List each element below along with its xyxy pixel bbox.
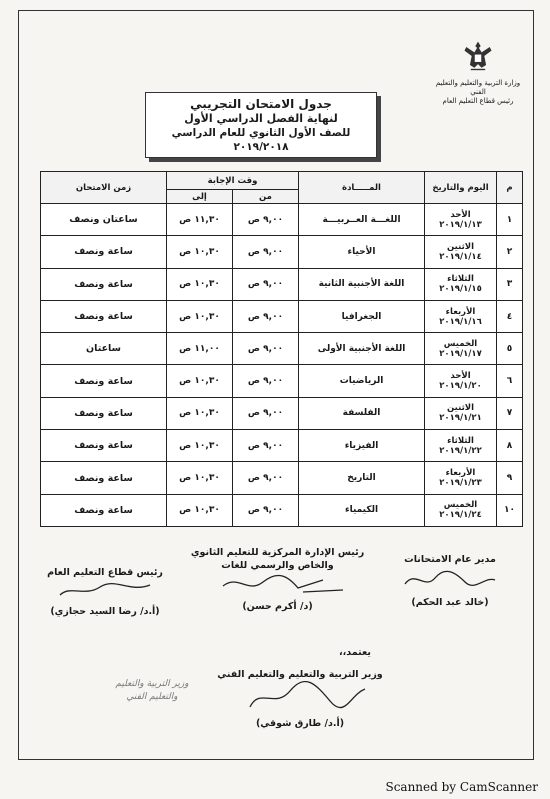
row-duration-text: ساعتان bbox=[86, 343, 121, 355]
row-subject bbox=[299, 333, 425, 365]
row-subject bbox=[299, 365, 425, 397]
row-to-text: ١٠,٣٠ ص bbox=[179, 376, 220, 387]
row-day: الاثنين bbox=[446, 241, 475, 252]
row-to-text: ١٠,٣٠ ص bbox=[179, 311, 220, 322]
signature-scribble-icon bbox=[40, 579, 170, 601]
central-admin-title-2: والخاص والرسمي للغات bbox=[221, 560, 334, 571]
table-row bbox=[41, 333, 523, 365]
row-subject-text: الفيزياء bbox=[344, 440, 379, 451]
row-day: الأحد bbox=[450, 209, 471, 220]
row-subject-text: التاريخ bbox=[347, 473, 376, 484]
header-date: اليوم والتاريخ bbox=[425, 172, 497, 204]
row-subject bbox=[299, 300, 425, 332]
general-ed-title: رئيس قطاع التعليم العام bbox=[47, 567, 163, 578]
row-from-text: ٩,٠٠ ص bbox=[247, 214, 284, 225]
row-to-text: ١١,٠٠ ص bbox=[179, 343, 220, 354]
table-row bbox=[41, 397, 523, 429]
row-to-text: ١٠,٣٠ ص bbox=[179, 505, 220, 516]
row-duration-text: ساعة ونصف bbox=[74, 278, 133, 290]
row-to bbox=[167, 333, 233, 365]
row-day-date bbox=[425, 300, 497, 332]
general-ed-signature bbox=[30, 566, 180, 618]
row-to-text: ١٠,٣٠ ص bbox=[179, 279, 220, 290]
row-date: ٢٠١٩/١/١٧ bbox=[439, 348, 482, 359]
row-date: ٢٠١٩/١/٢٣ bbox=[439, 478, 482, 489]
title-line-1: جدول الامتحان التجريبي bbox=[190, 97, 332, 111]
table-row bbox=[41, 268, 523, 300]
ministry-stamp bbox=[92, 678, 212, 704]
signature-scribble-icon bbox=[220, 681, 380, 713]
row-number-text: ٣ bbox=[506, 279, 513, 290]
central-admin-signature bbox=[190, 546, 365, 613]
title-line-2: لنهاية الفصل الدراسي الأول bbox=[184, 112, 338, 125]
table-row bbox=[41, 236, 523, 268]
row-from-text: ٩,٠٠ ص bbox=[247, 473, 284, 484]
exams-manager-signature bbox=[390, 553, 510, 609]
row-duration-text: ساعة ونصف bbox=[74, 472, 133, 484]
row-day: الخميس bbox=[443, 500, 478, 511]
row-duration bbox=[41, 300, 167, 332]
approved-label: يعتمد،، bbox=[339, 647, 371, 658]
row-to bbox=[167, 268, 233, 300]
row-to bbox=[167, 204, 233, 236]
row-date: ٢٠١٩/١/٢١ bbox=[439, 413, 482, 424]
row-number bbox=[497, 204, 523, 236]
row-number bbox=[497, 430, 523, 462]
row-date: ٢٠١٩/١/٢٠ bbox=[439, 381, 482, 392]
row-number bbox=[497, 268, 523, 300]
row-subject-text: اللغة الأجنبية الأولى bbox=[317, 343, 406, 354]
row-day-date bbox=[425, 365, 497, 397]
row-date: ٢٠١٩/١/١٤ bbox=[439, 251, 482, 262]
row-day: الأحد bbox=[450, 371, 471, 382]
row-number bbox=[497, 397, 523, 429]
row-subject bbox=[299, 236, 425, 268]
row-subject bbox=[299, 397, 425, 429]
row-from-text: ٩,٠٠ ص bbox=[247, 311, 284, 322]
row-duration bbox=[41, 268, 167, 300]
row-number bbox=[497, 236, 523, 268]
row-from bbox=[233, 268, 299, 300]
eagle-emblem-icon bbox=[460, 38, 496, 74]
minister-signature bbox=[200, 668, 400, 730]
ministry-header bbox=[430, 38, 526, 106]
row-subject-text: اللغة الأجنبية الثانية bbox=[318, 279, 405, 290]
header-num: م bbox=[497, 172, 523, 204]
row-number bbox=[497, 462, 523, 494]
central-admin-name: (د/ أكرم حسن) bbox=[242, 601, 313, 612]
row-subject-text: الجغرافيا bbox=[341, 311, 382, 322]
row-date: ٢٠١٩/١/٢٤ bbox=[439, 510, 482, 521]
row-to-text: ١٠,٣٠ ص bbox=[179, 246, 220, 257]
row-day-date bbox=[425, 397, 497, 429]
row-number-text: ١٠ bbox=[504, 505, 515, 516]
row-from bbox=[233, 462, 299, 494]
minister-title: وزير التربية والتعليم والتعليم الفني bbox=[217, 669, 383, 680]
row-number-text: ٥ bbox=[506, 343, 513, 354]
row-date: ٢٠١٩/١/١٣ bbox=[439, 219, 482, 230]
row-day: الخميس bbox=[443, 338, 478, 349]
row-subject bbox=[299, 204, 425, 236]
ministry-line-2: رئيس قطاع التعليم العام bbox=[442, 97, 514, 105]
row-from bbox=[233, 365, 299, 397]
row-day: الثلاثاء bbox=[447, 274, 474, 285]
row-from-text: ٩,٠٠ ص bbox=[247, 408, 284, 419]
row-subject bbox=[299, 494, 425, 526]
row-subject-text: الفلسفة bbox=[342, 408, 381, 419]
row-duration-text: ساعة ونصف bbox=[74, 440, 133, 452]
row-duration bbox=[41, 365, 167, 397]
row-date: ٢٠١٩/١/١٦ bbox=[439, 316, 482, 327]
row-from bbox=[233, 397, 299, 429]
table-row bbox=[41, 300, 523, 332]
row-day-date bbox=[425, 333, 497, 365]
row-from-text: ٩,٠٠ ص bbox=[247, 279, 284, 290]
row-from bbox=[233, 430, 299, 462]
row-to bbox=[167, 494, 233, 526]
row-to bbox=[167, 397, 233, 429]
row-to bbox=[167, 236, 233, 268]
ministry-line-1: وزارة التربية والتعليم والتعليم الفني bbox=[435, 79, 521, 96]
row-duration bbox=[41, 236, 167, 268]
row-day: الاثنين bbox=[446, 403, 475, 414]
row-subject bbox=[299, 430, 425, 462]
row-number-text: ٧ bbox=[506, 408, 513, 419]
row-duration-text: ساعتان ونصف bbox=[69, 214, 138, 226]
stamp-line-2: والتعليم الفني bbox=[126, 692, 178, 702]
table-row bbox=[41, 204, 523, 236]
row-to bbox=[167, 430, 233, 462]
row-number-text: ٦ bbox=[506, 376, 513, 387]
row-to bbox=[167, 462, 233, 494]
row-from-text: ٩,٠٠ ص bbox=[247, 376, 284, 387]
row-number bbox=[497, 333, 523, 365]
row-from-text: ٩,٠٠ ص bbox=[247, 246, 284, 257]
exams-manager-title: مدير عام الامتحانات bbox=[404, 554, 496, 565]
row-duration-text: ساعة ونصف bbox=[74, 407, 133, 419]
row-to-text: ١٠,٣٠ ص bbox=[179, 440, 220, 451]
row-number-text: ٢ bbox=[506, 246, 513, 257]
row-from bbox=[233, 494, 299, 526]
row-duration bbox=[41, 204, 167, 236]
row-from bbox=[233, 204, 299, 236]
row-subject-text: الأحياء bbox=[347, 246, 376, 257]
row-duration bbox=[41, 397, 167, 429]
row-duration-text: ساعة ونصف bbox=[74, 375, 133, 387]
row-day-date bbox=[425, 236, 497, 268]
stamp-line-1: وزير التربية والتعليم bbox=[115, 679, 189, 689]
row-from bbox=[233, 236, 299, 268]
row-subject-text: الرياضيات bbox=[339, 376, 384, 387]
header-answer-time: وقت الإجابة bbox=[167, 172, 299, 190]
general-ed-name: (أ.د/ رضا السيد حجازي) bbox=[50, 606, 160, 617]
table-row bbox=[41, 494, 523, 526]
row-to-text: ١١,٣٠ ص bbox=[179, 214, 220, 225]
row-from-text: ٩,٠٠ ص bbox=[247, 505, 284, 516]
row-subject bbox=[299, 462, 425, 494]
row-number bbox=[497, 494, 523, 526]
signature-scribble-icon bbox=[203, 572, 353, 596]
row-subject-text: الكيمياء bbox=[344, 505, 379, 516]
signature-scribble-icon bbox=[395, 566, 505, 592]
row-day-date bbox=[425, 268, 497, 300]
row-number bbox=[497, 365, 523, 397]
exam-schedule-table bbox=[40, 171, 523, 527]
row-day-date bbox=[425, 462, 497, 494]
row-date: ٢٠١٩/١/٢٢ bbox=[439, 445, 482, 456]
row-day-date bbox=[425, 204, 497, 236]
row-from bbox=[233, 300, 299, 332]
row-duration bbox=[41, 333, 167, 365]
table-row bbox=[41, 365, 523, 397]
header-from: من bbox=[233, 190, 299, 204]
title-box bbox=[145, 92, 377, 158]
row-day: الثلاثاء bbox=[447, 435, 474, 446]
row-duration-text: ساعة ونصف bbox=[74, 246, 133, 258]
table-row bbox=[41, 430, 523, 462]
row-duration-text: ساعة ونصف bbox=[74, 504, 133, 516]
row-duration bbox=[41, 462, 167, 494]
row-number-text: ٩ bbox=[506, 473, 513, 484]
row-number-text: ١ bbox=[506, 214, 513, 225]
row-duration bbox=[41, 430, 167, 462]
row-subject bbox=[299, 268, 425, 300]
row-day: الأربعاء bbox=[445, 306, 476, 317]
row-day: الأربعاء bbox=[445, 468, 476, 479]
row-number-text: ٨ bbox=[506, 440, 513, 451]
row-from-text: ٩,٠٠ ص bbox=[247, 343, 284, 354]
row-to bbox=[167, 365, 233, 397]
row-from-text: ٩,٠٠ ص bbox=[247, 440, 284, 451]
row-from bbox=[233, 333, 299, 365]
header-duration: زمن الامتحان bbox=[41, 172, 167, 204]
row-day-date bbox=[425, 494, 497, 526]
row-duration-text: ساعة ونصف bbox=[74, 311, 133, 323]
exams-manager-name: (خالد عبد الحكم) bbox=[411, 597, 489, 608]
scanner-watermark: Scanned by CamScanner bbox=[385, 780, 538, 794]
minister-name: (أ.د/ طارق شوقي) bbox=[255, 718, 345, 729]
row-date: ٢٠١٩/١/١٥ bbox=[439, 284, 482, 295]
row-subject-text: اللغـــة العــربيـــة bbox=[322, 214, 401, 225]
row-to-text: ١٠,٣٠ ص bbox=[179, 473, 220, 484]
central-admin-title-1: رئيس الإدارة المركزية للتعليم الثانوي bbox=[190, 547, 365, 558]
row-number bbox=[497, 300, 523, 332]
header-subject: المـــــادة bbox=[299, 172, 425, 204]
row-duration bbox=[41, 494, 167, 526]
row-day-date bbox=[425, 430, 497, 462]
row-number-text: ٤ bbox=[506, 311, 513, 322]
title-line-3: للصف الأول الثانوي للعام الدراسي ٢٠١٩/٢٠١٨ bbox=[171, 127, 351, 153]
header-to: إلى bbox=[167, 190, 233, 204]
row-to bbox=[167, 300, 233, 332]
table-row bbox=[41, 462, 523, 494]
row-to-text: ١٠,٣٠ ص bbox=[179, 408, 220, 419]
